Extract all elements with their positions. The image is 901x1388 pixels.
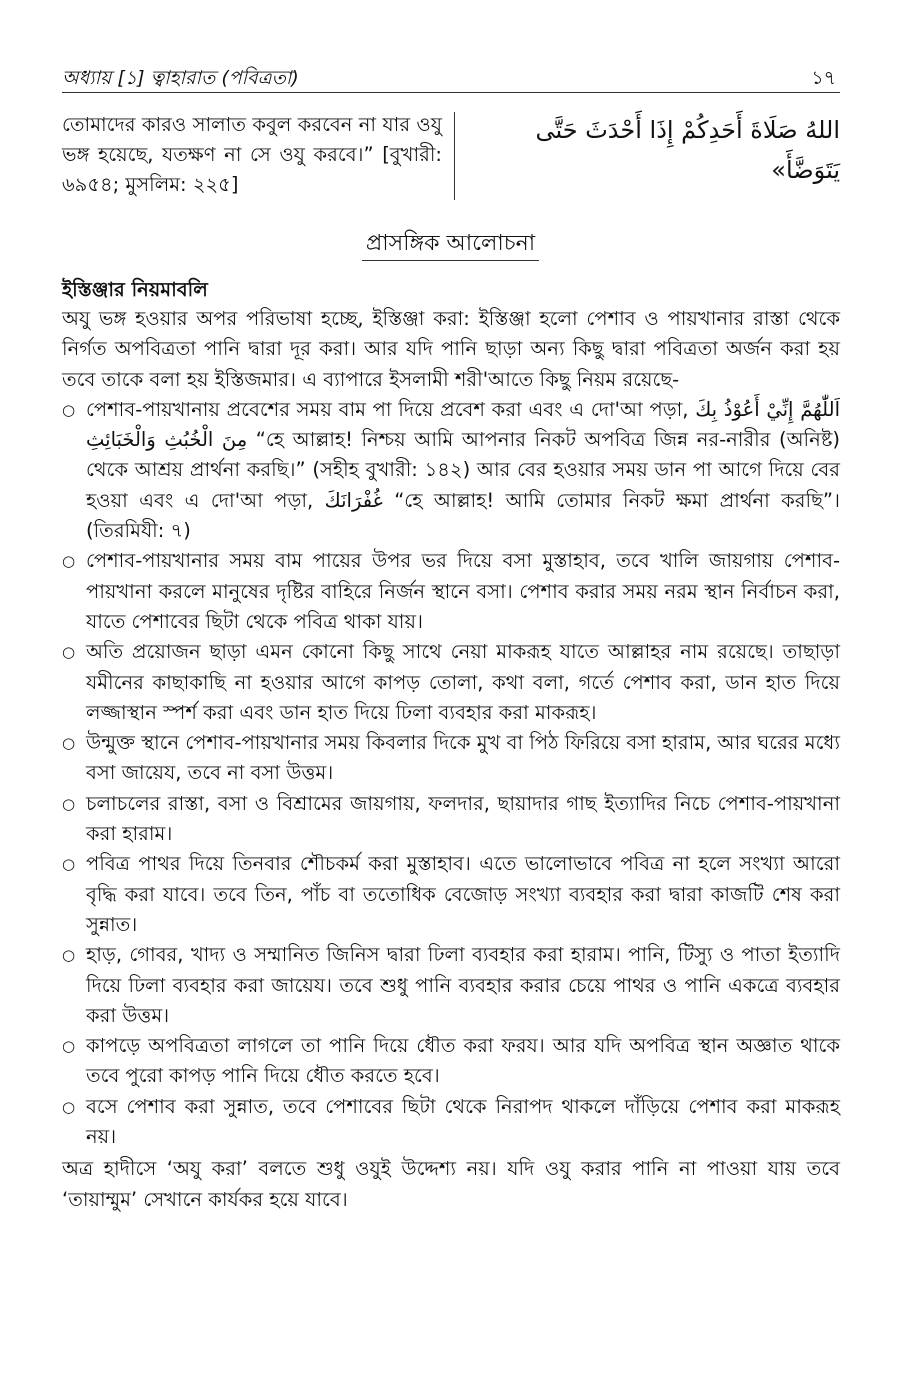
arabic-dua: اَللّٰهُمَّ إِنِّيْ أَعُوْذُ بِكَ مِنَ الْخُبُثِ وَالْخَبَائِثِ xyxy=(86,397,840,452)
chapter-title: অধ্যায় [১] ত্বাহারাত (পবিত্রতা) xyxy=(62,67,299,89)
list-item xyxy=(62,637,840,728)
bullet-circle-icon: ○ xyxy=(62,643,76,662)
list-item xyxy=(62,1092,840,1153)
text: পবিত্র পাথর দিয়ে তিনবার শৌচকর্ম করা মুস্তাহাব। এতে ভালোভাবে পবিত্র না হলে সংখ্যা আরো বৃদ্ধি করা যাবে। তবে তিন, পাঁচ বা ততোধিক বেজোড় সংখ্যা ব্যবহার করা দ্বারা কাজটি শেষ করা সুন্নাত। xyxy=(86,852,840,936)
list-item xyxy=(62,849,840,940)
column-divider xyxy=(454,112,455,200)
bullet-circle-icon: ○ xyxy=(62,734,76,753)
list-item xyxy=(62,789,840,850)
bullet-circle-icon: ○ xyxy=(62,400,76,419)
bullet-circle-icon: ○ xyxy=(62,794,76,813)
intro-paragraph: অযু ভঙ্গ হওয়ার অপর পরিভাষা হচ্ছে, ইস্তিঞ্জা করা: ইস্তিঞ্জা হলো পেশাব ও পায়খানার রাস্তা থেকে নির্গত অপবিত্রতা পানি দ্বারা দূর করা। আর যদি পানি ছাড়া অন্য কিছু দ্বারা পবিত্রতা অর্জন করা হয় তবে তাকে বলা হয় ইস্তিজমার। এ ব্যাপারে ইসলামী শরী'আতে কিছু নিয়ম রয়েছে- xyxy=(62,307,840,391)
text: “হে আল্লাহ! আমি তোমার নিকট ক্ষমা প্রার্থনা করছি”। (তিরমিযী: ৭) xyxy=(86,488,840,543)
section-title-text: প্রাসঙ্গিক আলোচনা xyxy=(362,231,539,261)
list-item xyxy=(62,546,840,637)
hadith-quote xyxy=(62,110,840,202)
bullet-circle-icon: ○ xyxy=(62,1097,76,1116)
bullet-circle-icon: ○ xyxy=(62,1037,76,1056)
text: পেশাব-পায়খানায় প্রবেশের সময় বাম পা দিয়ে প্রবেশ করা এবং এ দো'আ পড়া, xyxy=(86,397,689,421)
list-item xyxy=(62,1031,840,1092)
quote-bengali: তোমাদের কারও সালাত কবুল করবেন না যার ওযু ভঙ্গ হয়েছে, যতক্ষণ না সে ওযু করবে।” [বুখারী: ৬৯৫৪; মুসলিম: ২২৫] xyxy=(62,113,442,196)
text: পেশাব-পায়খানার সময় বাম পায়ের উপর ভর দিয়ে বসা মুস্তাহাব, তবে খালি জায়গায় পেশাব-পায়খানা করলে মানুষের দৃষ্টির বাহিরে নির্জন স্থানে বসা। পেশাব করার সময় নরম স্থান নির্বাচন করা, যাতে পেশাবের ছিটা থেকে পবিত্র থাকা যায়। xyxy=(86,549,840,633)
page-number: ১৭ xyxy=(811,67,836,89)
list-item xyxy=(62,728,840,789)
text: “হে আল্লাহ! নিশ্চয় আমি আপনার নিকট অপবিত্র জিন্ন নর-নারীর (অনিষ্ট) থেকে আশ্রয় প্রার্থনা করছি।” (সহীহ বুখারী: ১৪২) আর বের হওয়ার সময় ডান পা আগে দিয়ে বের হওয়া এবং এ দো'আ পড়া, xyxy=(86,428,841,512)
text: কাপড়ে অপবিত্রতা লাগলে তা পানি দিয়ে ধৌত করা ফরয। আর যদি অপবিত্র স্থান অজ্ঞাত থাকে তবে পুরো কাপড় পানি দিয়ে ধৌত করতে হবে। xyxy=(86,1034,840,1088)
text: উন্মুক্ত স্থানে পেশাব-পায়খানার সময় কিবলার দিকে মুখ বা পিঠ ফিরিয়ে বসা হারাম, আর ঘরের মধ্যে বসা জায়েয, তবে না বসা উত্তম। xyxy=(86,731,840,785)
quote-arabic: اللهُ صَلَاةَ أَحَدِكُمْ إِذَا أَحْدَثَ حَتَّى يَتَوَضَّأَ» xyxy=(535,116,840,184)
arabic-dua: غُفْرَانَكَ xyxy=(324,488,383,512)
bullet-circle-icon: ○ xyxy=(62,946,76,965)
bullet-circle-icon: ○ xyxy=(62,855,76,874)
text: অতি প্রয়োজন ছাড়া এমন কোনো কিছু সাথে নেয়া মাকরূহ যাতে আল্লাহর নাম রয়েছে। তাছাড়া যমীনের কাছাকাছি না হওয়ার আগে কাপড় তোলা, কথা বলা, গর্তে পেশাব করা, ডান হাত দিয়ে লজ্জাস্থান স্পর্শ করা এবং ডান হাত দিয়ে ঢিলা ব্যবহার করা মাকরূহ। xyxy=(86,640,840,724)
text: হাড়, গোবর, খাদ্য ও সম্মানিত জিনিস দ্বারা ঢিলা ব্যবহার করা হারাম। পানি, টিস্যু ও পাতা ইত্যাদি দিয়ে ঢিলা ব্যবহার করা জায়েয। তবে শুধু পানি ব্যবহার করার চেয়ে পাথর ও পানি একত্রে ব্যবহার করা উত্তম। xyxy=(86,943,840,1027)
bullet-circle-icon: ○ xyxy=(62,552,76,571)
text: চলাচলের রাস্তা, বসা ও বিশ্রামের জায়গায়, ফলদার, ছায়াদার গাছ ইত্যাদির নিচে পেশাব-পায়খানা করা হারাম। xyxy=(86,791,840,846)
subheading: ইস্তিঞ্জার নিয়মাবলি xyxy=(62,278,208,301)
list-item xyxy=(62,395,840,546)
closing-paragraph: অত্র হাদীসে ‘অযু করা’ বলতে শুধু ওযুই উদ্দেশ্য নয়। যদি ওযু করার পানি না পাওয়া যায় তবে ‘তায়াম্মুম’ সেখানে কার্যকর হয়ে যাবে। xyxy=(62,1157,840,1211)
list-item xyxy=(62,940,840,1031)
rules-list xyxy=(62,395,840,1152)
text: বসে পেশাব করা সুন্নাত, তবে পেশাবের ছিটা থেকে নিরাপদ থাকলে দাঁড়িয়ে পেশাব করা মাকরূহ নয়। xyxy=(86,1094,840,1149)
running-header xyxy=(62,62,840,93)
section-title xyxy=(0,226,901,263)
main-body xyxy=(62,304,840,1215)
